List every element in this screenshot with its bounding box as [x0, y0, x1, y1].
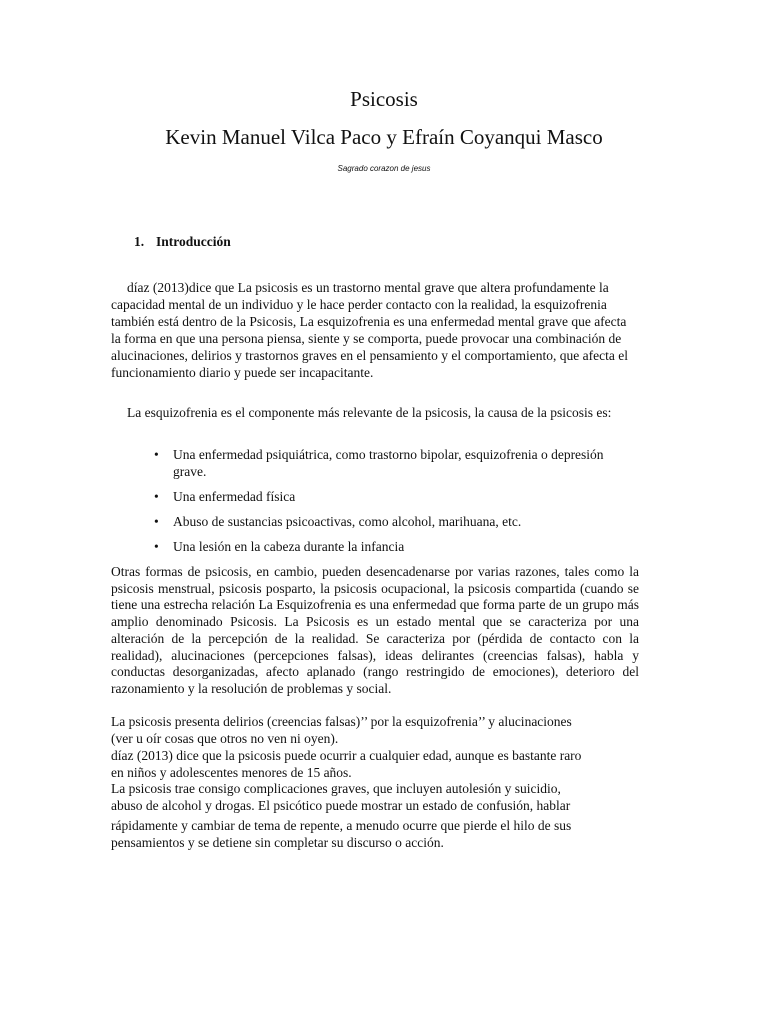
- bullet-icon: •: [154, 489, 159, 504]
- list-item: [111, 488, 639, 505]
- bullet-icon: •: [154, 539, 159, 554]
- complications-line-4: pensamientos y se detiene sin completar su discurso o acción.: [111, 835, 444, 851]
- complications-paragraph: [111, 781, 651, 852]
- bullet-icon: •: [154, 447, 159, 462]
- list-item-text: Abuso de sustancias psicoactivas, como alcohol, marihuana, etc.: [173, 514, 522, 529]
- list-item-text: Una enfermedad física: [173, 489, 296, 504]
- bullet-icon: •: [154, 514, 159, 529]
- causes-list: [111, 446, 639, 563]
- delusions-line-1: La psicosis presenta delirios (creencias falsas)’’ por la esquizofrenia’’ y alucinaciones: [111, 714, 572, 729]
- list-item: [111, 538, 639, 555]
- list-item-text: Una enfermedad psiquiátrica, como trastorno bipolar, esquizofrenia o depresión grave.: [173, 447, 604, 479]
- delusions-line-2: (ver u oír cosas que otros no ven ni oyen).: [111, 730, 339, 746]
- complications-line-3: rápidamente y cambiar de tema de repente, a menudo ocurre que pierde el hilo de sus: [111, 818, 572, 834]
- document-title: Psicosis: [350, 87, 418, 111]
- complications-line-2: abuso de alcohol y drogas. El psicótico puede mostrar un estado de confusión, hablar: [111, 797, 571, 813]
- list-item: [111, 513, 639, 530]
- intro-paragraph: díaz (2013)dice que La psicosis es un trastorno mental grave que altera profundamente la capacidad mental de un individuo y le hace perder contacto con la realidad, la esquizofrenia también está dentro de la Psicosis, La esquizofrenia es una enfermedad mental grave que afecta la forma en que una persona piensa, siente y se comporta, puede provocar una combinación de alucinaciones, delirios y trastornos graves en el pensamiento y el comportamiento, que afecta el funcionamiento diario y puede ser incapacitante.: [111, 280, 628, 380]
- age-line-2: en niños y adolescentes menores de 15 años.: [111, 764, 352, 780]
- age-line-1: díaz (2013) dice que la psicosis puede ocurrir a cualquier edad, aunque es bastante raro: [111, 748, 582, 763]
- list-item: [111, 446, 639, 480]
- section-title: Introducción: [156, 234, 231, 249]
- section-number: 1.: [134, 234, 145, 249]
- complications-line-1: La psicosis trae consigo complicaciones graves, que incluyen autolesión y suicidio,: [111, 781, 561, 796]
- document-affiliation: Sagrado corazon de jesus: [337, 164, 431, 173]
- delusions-paragraph: [111, 714, 651, 747]
- section-heading: [134, 233, 231, 251]
- age-paragraph: [111, 748, 651, 781]
- causes-lead-paragraph: La esquizofrenia es el componente más relevante de la psicosis, la causa de la psicosis es:: [127, 405, 612, 420]
- list-item-text: Una lesión en la cabeza durante la infancia: [173, 539, 405, 554]
- other-forms-paragraph: Otras formas de psicosis, en cambio, pueden desencadenarse por varias razones, tales como la psicosis menstrual, psicosis posparto, la psicosis ocupacional, la psicosis compartida (cuando se tiene una estrecha relación La Esquizofrenia es una enfermedad que forma parte de un grupo más amplio denominado Psicosis. La Psicosis es un estado mental que se caracteriza por una alteración de la percepción de la realidad. Se caracteriza por (pérdida de contacto con la realidad), alucinaciones (percepciones falsas), ideas delirantes (creencias falsas), habla y conductas desorganizadas, afecto aplanado (rango restringido de emociones), deterioro del razonamiento y la resolución de problemas y social.: [111, 564, 639, 696]
- document-authors: Kevin Manuel Vilca Paco y Efraín Coyanqui Masco: [165, 125, 603, 149]
